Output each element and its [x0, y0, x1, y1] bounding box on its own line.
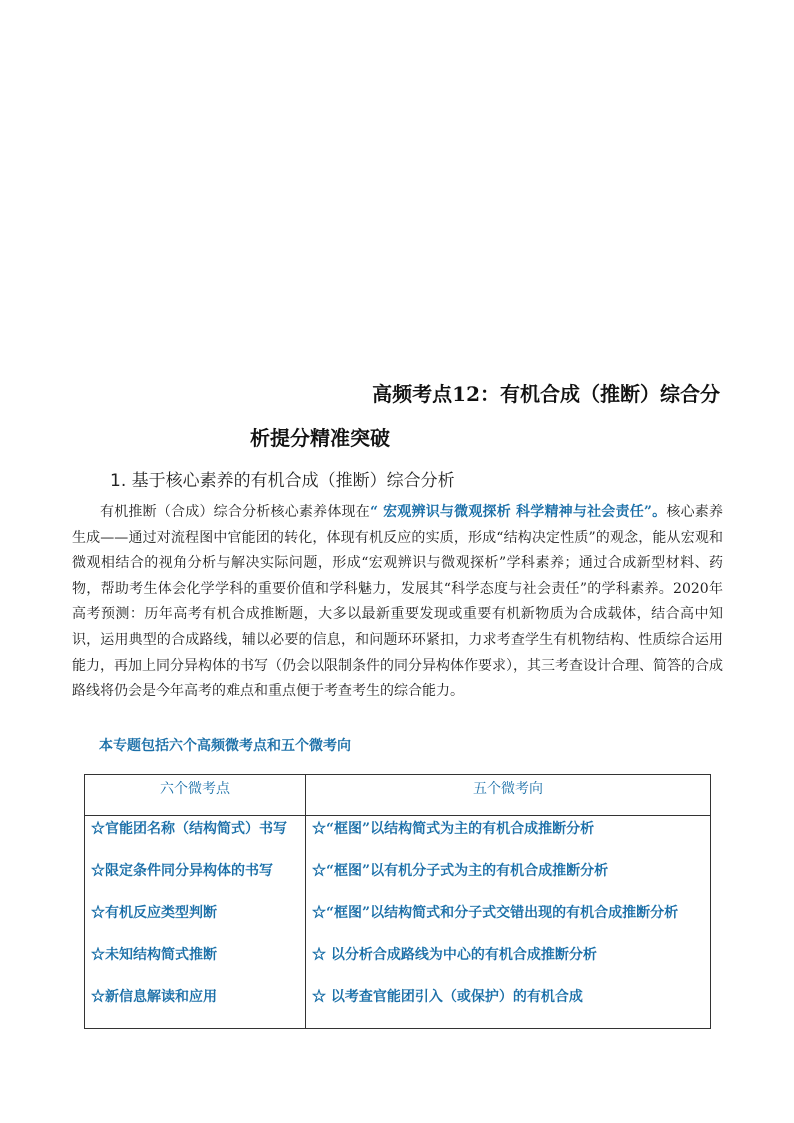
- title-line-1: 高频考点12：有机合成（推断）综合分: [372, 382, 720, 406]
- table-intro: 本专题包括六个高频微考点和五个微考向: [99, 738, 351, 754]
- header-micro-directions: 五个微考向: [306, 775, 711, 816]
- paragraph-highlight: “ 宏观辨识与微观探析 科学精神与社会责任”。: [369, 504, 667, 520]
- list-item: ☆官能团名称（结构简式）书写: [91, 821, 287, 837]
- list-item: ☆“框图”以结构简式和分子式交错出现的有机合成推断分析: [312, 905, 679, 921]
- list-item: ☆新信息解读和应用: [91, 989, 217, 1005]
- list-item: ☆“框图”以有机分子式为主的有机合成推断分析: [312, 863, 609, 879]
- list-item: ☆ 以考查官能团引入（或保护）的有机合成: [312, 989, 583, 1005]
- section-heading: 1. 基于核心素养的有机合成（推断）综合分析: [110, 471, 455, 491]
- header-micro-points: 六个微考点: [85, 775, 306, 816]
- topics-table: [84, 774, 711, 1029]
- micro-directions-list: [306, 816, 711, 1029]
- table-header-row: [85, 775, 711, 816]
- list-item: ☆有机反应类型判断: [91, 905, 217, 921]
- paragraph-text-rest: 核心素养生成——通过对流程图中官能团的转化，体现有机反应的实质，形成“结构决定性质”的观念，能从宏观和微观相结合的视角分析与解决实际问题，形成“宏观辨识与微观探析”学科素养；通过合成新型材料、药物，帮助考生体会化学学科的重要价值和学科魅力，发展其“科学态度与社会责任”的学科素养。2020年高考预测：历年高考有机合成推断题，大多以最新重要发现或重要有机新物质为合成载体，结合高中知识，运用典型的合成路线，辅以必要的信息，和问题环环紧扣，力求考查学生有机物结构、性质综合运用能力，再加上同分异构体的书写（仍会以限制条件的同分异构体作要求），其三考查设计合理、简答的合成路线将仍会是今年高考的难点和重点便于考查考生的综合能力。: [72, 504, 724, 700]
- list-item: ☆ 以分析合成路线为中心的有机合成推断分析: [312, 947, 597, 963]
- paragraph-text-start: 有机推断（合成）综合分析核心素养体现在: [100, 504, 370, 520]
- document-title: [250, 372, 720, 460]
- title-line-2: 析提分精准突破: [250, 426, 390, 450]
- list-item: ☆未知结构简式推断: [91, 947, 217, 963]
- list-item: ☆“框图”以结构简式为主的有机合成推断分析: [312, 821, 595, 837]
- table-body-row: [85, 816, 711, 1029]
- micro-points-list: [85, 816, 306, 1029]
- list-item: ☆限定条件同分异构体的书写: [91, 863, 273, 879]
- intro-paragraph: [72, 500, 723, 705]
